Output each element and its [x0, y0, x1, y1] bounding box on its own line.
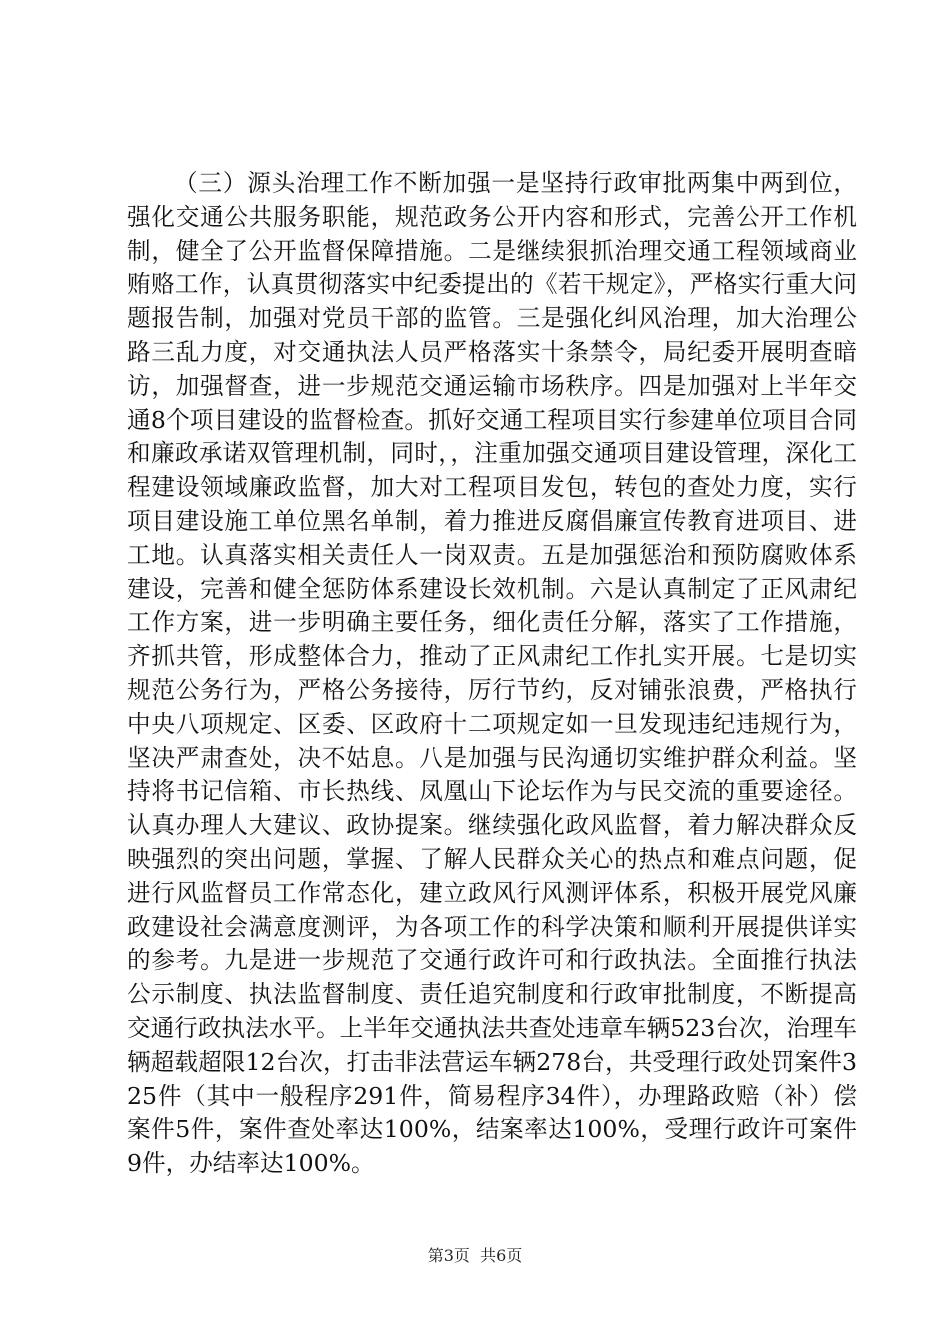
- page-number-label: 第3页 共6页: [427, 1246, 523, 1265]
- body-paragraph: （三）源头治理工作不断加强一是坚持行政审批两集中两到位，强化交通公共服务职能，规范政务公开内容和形式，完善公开工作机制，健全了公开监督保障措施。二是继续狠抓治理交通工程领域商业贿赂工作，认真贯彻落实中纪委提出的《若干规定》，严格实行重大问题报告制，加强对党员干部的监管。三是强化纠风治理，加大治理公路三乱力度，对交通执法人员严格落实十条禁令，局纪委开展明查暗访，加强督查，进一步规范交通运输市场秩序。四是加强对上半年交通8个项目建设的监督检查。抓好交通工程项目实行参建单位项目合同和廉政承诺双管理机制，同时，，注重加强交通项目建设管理，深化工程建设领域廉政监督，加大对工程项目发包，转包的查处力度，实行项目建设施工单位黑名单制，着力推进反腐倡廉宣传教育进项目、进工地。认真落实相关责任人一岗双责。五是加强惩治和预防腐败体系建设，完善和健全惩防体系建设长效机制。六是认真制定了正风肃纪工作方案，进一步明确主要任务，细化责任分解，落实了工作措施，齐抓共管，形成整体合力，推动了正风肃纪工作扎实开展。七是切实规范公务行为，严格公务接待，厉行节约，反对铺张浪费，严格执行中央八项规定、区委、区政府十二项规定如一旦发现违纪违规行为，坚决严肃查处，决不姑息。八是加强与民沟通切实维护群众利益。坚持将书记信箱、市长热线、凤凰山下论坛作为与民交流的重要途径。认真办理人大建议、政协提案。继续强化政风监督，着力解决群众反映强烈的突出问题，掌握、了解人民群众关心的热点和难点问题，促进行风监督员工作常态化，建立政风行风测评体系，积极开展党风廉政建设社会满意度测评，为各项工作的科学决策和顺利开展提供详实的参考。九是进一步规范了交通行政许可和行政执法。全面推行执法公示制度、执法监督制度、责任追究制度和行政审批制度，不断提高交通行政执法水平。上半年交通执法共查处违章车辆523台次，治理车辆超载超限12台次，打击非法营运车辆278台，共受理行政处罚案件325件（其中一般程序291件，简易程序34件），办理路政赔（补）偿案件5件，案件查处率达100%，结案率达100%，受理行政许可案件9件，办结率达100%。: [127, 169, 857, 1178]
- page-footer: [0, 1246, 950, 1266]
